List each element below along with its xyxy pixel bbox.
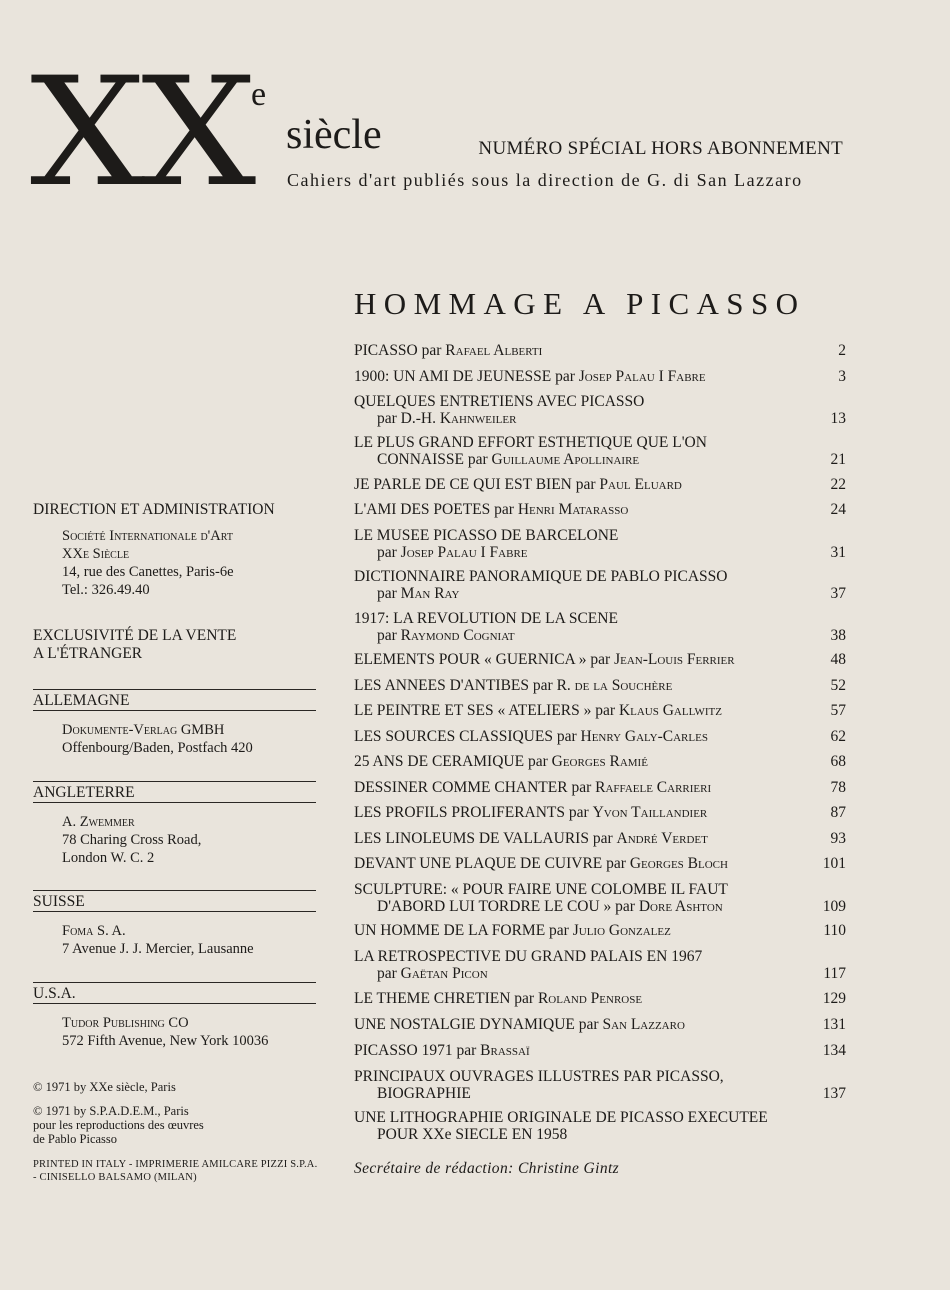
toc-page-number: 134 xyxy=(822,1042,846,1059)
direction-line: 14, rue des Canettes, Paris-6e xyxy=(62,564,234,580)
toc-entry-author: Klaus Gallwitz xyxy=(618,702,722,719)
toc-page-number: 37 xyxy=(830,585,846,602)
toc-entry-title: CONNAISSE par xyxy=(377,451,492,468)
address-line: 572 Fifth Avenue, New York 10036 xyxy=(62,1033,269,1049)
printer-line: - CINISELLO BALSAMO (MILAN) xyxy=(33,1172,197,1183)
toc-entry-title: LES ANNEES D'ANTIBES par xyxy=(354,677,557,694)
toc-entry xyxy=(354,677,846,694)
copyright-spadem xyxy=(33,1104,204,1146)
toc-entry-title: LE PLUS GRAND EFFORT ESTHETIQUE QUE L'ON xyxy=(354,434,707,451)
toc-entry-author: André Verdet xyxy=(616,830,708,847)
toc-entry-line xyxy=(354,1068,846,1085)
toc-entry xyxy=(354,922,846,939)
toc-page-number: 62 xyxy=(830,728,846,745)
masthead-subtitle: Cahiers d'art publiés sous la direction de G. di San Lazzaro xyxy=(287,170,803,190)
direction-block xyxy=(33,527,316,599)
toc-entry xyxy=(354,855,846,872)
toc-page-number: 13 xyxy=(830,410,846,427)
toc-entry-line xyxy=(354,830,846,847)
toc-entry-line xyxy=(354,610,846,627)
toc-entry-title: DESSINER COMME CHANTER par xyxy=(354,779,596,796)
toc-entry xyxy=(354,368,846,385)
toc-entry xyxy=(354,434,846,468)
toc-entry xyxy=(354,610,846,644)
divider xyxy=(33,890,316,891)
toc-entry xyxy=(354,501,846,518)
toc-page-number: 137 xyxy=(822,1085,846,1102)
toc-entry-author: Jean-Louis Ferrier xyxy=(614,651,735,668)
toc-entry-line xyxy=(354,476,846,493)
printer-line: PRINTED IN ITALY - IMPRIMERIE AMILCARE PIZZI S.P.A. xyxy=(33,1159,318,1170)
country-address xyxy=(33,922,316,958)
toc-entry-line xyxy=(354,990,846,1007)
toc-entry xyxy=(354,753,846,770)
toc-entry xyxy=(354,702,846,719)
address-line: A. Zwemmer xyxy=(62,814,135,830)
masthead-siecle: siècle xyxy=(286,112,382,158)
toc-entry-author: Josep Palau I Fabre xyxy=(400,544,528,561)
toc-entry xyxy=(354,1068,846,1102)
toc-entry-title: DEVANT UNE PLAQUE DE CUIVRE par xyxy=(354,855,630,872)
toc-entry xyxy=(354,476,846,493)
toc-entry-title: D'ABORD LUI TORDRE LE COU » par xyxy=(377,898,639,915)
toc-entry xyxy=(354,393,846,427)
toc-entry xyxy=(354,804,846,821)
toc-entry-line xyxy=(354,965,846,982)
toc-entry xyxy=(354,948,846,982)
toc-entry-title: POUR XXe SIECLE EN 1958 xyxy=(377,1126,568,1143)
toc-entry-title: 1917: LA REVOLUTION DE LA SCENE xyxy=(354,610,618,627)
toc-entry-line xyxy=(354,922,846,939)
toc-entry-title: LE MUSEE PICASSO DE BARCELONE xyxy=(354,527,619,544)
toc-page-number: 110 xyxy=(823,922,846,939)
toc-entry-title: par xyxy=(377,544,401,561)
toc-entry-line xyxy=(354,342,846,359)
toc-entry-line xyxy=(354,702,846,719)
divider xyxy=(33,710,316,711)
toc-entry-author: San Lazzaro xyxy=(602,1016,685,1033)
country-angleterre: ANGLETERRE xyxy=(33,784,135,801)
toc-page-number: 68 xyxy=(830,753,846,770)
toc-entry-line xyxy=(354,753,846,770)
toc-entry-title: LE THEME CHRETIEN par xyxy=(354,990,538,1007)
toc-entry-title: SCULPTURE: « POUR FAIRE UNE COLOMBE IL FAUT xyxy=(354,881,728,898)
toc-entry-line xyxy=(354,1085,846,1102)
toc-entry-title: 25 ANS DE CERAMIQUE par xyxy=(354,753,552,770)
toc-entry-author: Raffaele Carrieri xyxy=(595,779,712,796)
toc-entry-author: Yvon Taillandier xyxy=(592,804,708,821)
country-allemagne: ALLEMAGNE xyxy=(33,692,130,709)
toc-entry-line xyxy=(354,1109,846,1126)
toc-entry-title: 1900: UN AMI DE JEUNESSE par xyxy=(354,368,579,385)
toc-page-number: 87 xyxy=(830,804,846,821)
address-line: Foma S. A. xyxy=(62,923,126,939)
toc-entry-author: Guillaume Apollinaire xyxy=(491,451,640,468)
toc-entry xyxy=(354,1016,846,1033)
toc-page-number: 131 xyxy=(822,1016,846,1033)
address-line: Tudor Publishing CO xyxy=(62,1015,189,1031)
toc-entry-line xyxy=(354,855,846,872)
toc-page-number: 57 xyxy=(830,702,846,719)
toc-page-number: 31 xyxy=(830,544,846,561)
toc-entry-author: Brassaï xyxy=(480,1042,530,1059)
toc-entry-title: L'AMI DES POETES par xyxy=(354,501,518,518)
toc-entry-author: D.-H. Kahnweiler xyxy=(400,410,517,427)
toc-entry-author: Paul Eluard xyxy=(599,476,682,493)
toc-entry-title: PICASSO 1971 par xyxy=(354,1042,481,1059)
masthead-xx: XX xyxy=(30,46,253,220)
toc-entry-author: R. de la Souchère xyxy=(556,677,673,694)
special-issue-label: NUMÉRO SPÉCIAL HORS ABONNEMENT xyxy=(478,138,843,159)
toc-entry xyxy=(354,1109,846,1143)
toc-entry-line xyxy=(354,779,846,796)
toc-entry-title: BIOGRAPHIE xyxy=(377,1085,471,1102)
toc-entry-author: Josep Palau I Fabre xyxy=(578,368,706,385)
toc-page-number: 117 xyxy=(823,965,846,982)
address-line: London W. C. 2 xyxy=(62,850,155,866)
toc-entry-line xyxy=(354,627,846,644)
address-line: Offenbourg/Baden, Postfach 420 xyxy=(62,740,253,756)
toc-entry-line xyxy=(354,585,846,602)
copyright-line: pour les reproductions des œuvres xyxy=(33,1118,204,1132)
printer-info xyxy=(33,1158,317,1184)
divider xyxy=(33,982,316,983)
toc-page-number: 3 xyxy=(838,368,846,385)
divider xyxy=(33,781,316,782)
toc-entry-line xyxy=(354,1016,846,1033)
toc-entry xyxy=(354,651,846,668)
toc-entry-line xyxy=(354,527,846,544)
toc-entry xyxy=(354,779,846,796)
direction-line: Société Internationale d'Art xyxy=(62,528,233,544)
toc-entry-author: Georges Ramié xyxy=(551,753,648,770)
toc-entry-title: par xyxy=(377,965,401,982)
toc-entry-line xyxy=(354,501,846,518)
country-address xyxy=(33,1014,316,1050)
copyright-line: de Pablo Picasso xyxy=(33,1132,118,1146)
toc-entry xyxy=(354,990,846,1007)
toc-entry-line xyxy=(354,898,846,915)
direction-title: DIRECTION ET ADMINISTRATION xyxy=(33,501,275,518)
divider xyxy=(33,689,316,690)
toc-page-number: 21 xyxy=(830,451,846,468)
toc-entry-line xyxy=(354,451,846,468)
toc-page-number: 129 xyxy=(822,990,846,1007)
toc-entry-title: ELEMENTS POUR « GUERNICA » par xyxy=(354,651,615,668)
toc-entry-title: UNE NOSTALGIE DYNAMIQUE par xyxy=(354,1016,603,1033)
toc-entry-title: UN HOMME DE LA FORME par xyxy=(354,922,573,939)
country-address xyxy=(33,721,316,757)
toc-entry-author: Henri Matarasso xyxy=(517,501,629,518)
toc-entry xyxy=(354,527,846,561)
toc-entry-title: JE PARLE DE CE QUI EST BIEN par xyxy=(354,476,600,493)
divider xyxy=(33,911,316,912)
masthead-e: e xyxy=(251,76,267,113)
toc-entry xyxy=(354,1042,846,1059)
secretary-line: Secrétaire de rédaction: Christine Gintz xyxy=(354,1160,620,1177)
toc-page-number: 38 xyxy=(830,627,846,644)
toc-entry-author: Henry Galy-Carles xyxy=(580,728,708,745)
toc-page-number: 48 xyxy=(830,651,846,668)
toc-entry xyxy=(354,881,846,915)
toc-entry-author: Dore Ashton xyxy=(638,898,723,915)
toc-entry-line xyxy=(354,434,846,451)
toc-entry xyxy=(354,830,846,847)
address-line: Dokumente-Verlag GMBH xyxy=(62,722,225,738)
divider xyxy=(33,802,316,803)
toc-entry-title: UNE LITHOGRAPHIE ORIGINALE DE PICASSO EXECUTEE xyxy=(354,1109,768,1126)
toc-entry-line xyxy=(354,368,846,385)
exclusivite-line: A L'ÉTRANGER xyxy=(33,645,143,662)
toc-entry xyxy=(354,568,846,602)
toc-entry-title: par xyxy=(377,627,401,644)
copyright-xxe: © 1971 by XXe siècle, Paris xyxy=(33,1080,176,1094)
toc-entry-title: LES PROFILS PROLIFERANTS par xyxy=(354,804,593,821)
toc-entry-line xyxy=(354,948,846,965)
toc-page-number: 101 xyxy=(822,855,846,872)
country-usa: U.S.A. xyxy=(33,985,76,1002)
toc-entry-title: QUELQUES ENTRETIENS AVEC PICASSO xyxy=(354,393,645,410)
exclusivite-block xyxy=(33,627,316,663)
address-line: 7 Avenue J. J. Mercier, Lausanne xyxy=(62,941,254,957)
toc-entry-title: LA RETROSPECTIVE DU GRAND PALAIS EN 1967 xyxy=(354,948,703,965)
toc-entry-title: DICTIONNAIRE PANORAMIQUE DE PABLO PICASSO xyxy=(354,568,728,585)
toc-page-number: 2 xyxy=(838,342,846,359)
toc-page-number: 22 xyxy=(830,476,846,493)
toc-entry-title: LE PEINTRE ET SES « ATELIERS » par xyxy=(354,702,619,719)
toc-entry-author: Roland Penrose xyxy=(537,990,643,1007)
toc-entry xyxy=(354,342,846,359)
toc-page-number: 78 xyxy=(830,779,846,796)
divider xyxy=(33,1003,316,1004)
toc-entry-author: Julio Gonzalez xyxy=(572,922,671,939)
toc-page-number: 109 xyxy=(822,898,846,915)
toc-entry-author: Man Ray xyxy=(400,585,460,602)
toc-title: HOMMAGE A PICASSO xyxy=(354,286,806,321)
toc-entry-line xyxy=(354,410,846,427)
toc-entry-line xyxy=(354,1042,846,1059)
copyright-line: © 1971 by S.P.A.D.E.M., Paris xyxy=(33,1104,189,1118)
toc-entry-title: par xyxy=(377,585,401,602)
country-address xyxy=(33,813,316,867)
toc-entry-author: Rafael Alberti xyxy=(445,342,543,359)
toc-entry-title: PICASSO par xyxy=(354,342,446,359)
toc-entry-line xyxy=(354,804,846,821)
direction-line: XXe Siècle xyxy=(62,546,130,562)
toc-entry-author: Raymond Cogniat xyxy=(400,627,515,644)
address-line: 78 Charing Cross Road, xyxy=(62,832,202,848)
toc-entry-title: LES LINOLEUMS DE VALLAURIS par xyxy=(354,830,617,847)
toc-entry-line xyxy=(354,568,846,585)
toc-entry-line xyxy=(354,677,846,694)
toc-page-number: 93 xyxy=(830,830,846,847)
toc-page-number: 52 xyxy=(830,677,846,694)
toc-entry-author: Gaëtan Picon xyxy=(400,965,488,982)
toc-entry-line xyxy=(354,544,846,561)
toc-entry xyxy=(354,728,846,745)
toc-page-number: 24 xyxy=(830,501,846,518)
country-suisse: SUISSE xyxy=(33,893,85,910)
toc-entry-title: par xyxy=(377,410,401,427)
toc-entry-title: PRINCIPAUX OUVRAGES ILLUSTRES PAR PICASSO, xyxy=(354,1068,724,1085)
exclusivite-line: EXCLUSIVITÉ DE LA VENTE xyxy=(33,627,237,644)
toc-entry-title: LES SOURCES CLASSIQUES par xyxy=(354,728,581,745)
toc-entry-author: Georges Bloch xyxy=(629,855,728,872)
direction-line: Tel.: 326.49.40 xyxy=(62,582,150,598)
toc-entry-line xyxy=(354,651,846,668)
toc-entry-line xyxy=(354,728,846,745)
toc-entry-line xyxy=(354,393,846,410)
toc-entry-line xyxy=(354,1126,846,1143)
toc-entry-line xyxy=(354,881,846,898)
